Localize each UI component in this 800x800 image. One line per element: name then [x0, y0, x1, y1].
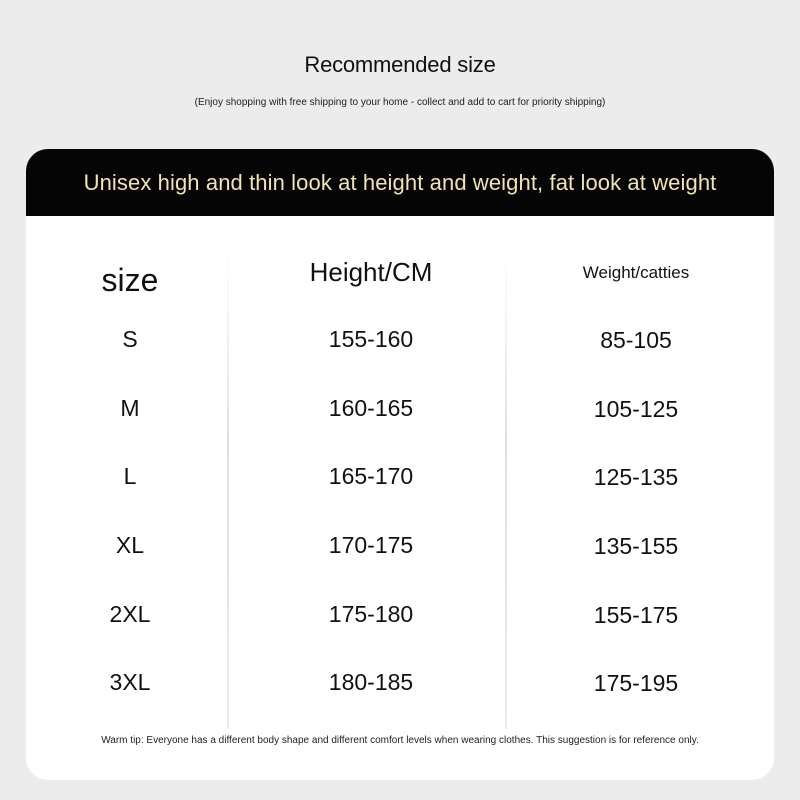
warm-tip: Warm tip: Everyone has a different body shape and different comfort levels when wearing clothes. This suggestion is for reference only. — [101, 735, 699, 746]
weight-cell: 105-125 — [593, 396, 679, 422]
height-cell: 175-180 — [328, 601, 414, 627]
weight-cell: 135-155 — [593, 533, 679, 559]
header-weight: Weight/catties — [582, 263, 690, 282]
size-cell: 2XL — [109, 601, 151, 627]
header-size: size — [101, 262, 159, 298]
height-cell: 170-175 — [328, 532, 414, 558]
header-height: Height/CM — [309, 257, 433, 287]
banner-text: Unisex high and thin look at height and weight, fat look at weight — [83, 169, 717, 195]
column-divider-left — [227, 249, 229, 729]
weight-cell: 175-195 — [593, 670, 679, 696]
size-cell: S — [122, 326, 138, 352]
weight-cell: 125-135 — [593, 464, 679, 490]
page-subtitle: (Enjoy shopping with free shipping to your home - collect and add to cart for priority shipping) — [194, 97, 606, 108]
size-cell: XL — [115, 532, 145, 558]
size-cell: 3XL — [109, 669, 151, 695]
column-divider-right — [505, 249, 507, 729]
height-cell: 180-185 — [328, 669, 414, 695]
height-cell: 165-170 — [328, 463, 414, 489]
weight-cell: 155-175 — [593, 602, 679, 628]
height-cell: 155-160 — [328, 326, 414, 352]
weight-cell: 85-105 — [600, 327, 672, 353]
height-cell: 160-165 — [328, 395, 414, 421]
size-cell: M — [120, 395, 140, 421]
size-cell: L — [123, 463, 137, 489]
page-title: Recommended size — [304, 52, 496, 77]
banner — [26, 149, 774, 216]
size-chart-card — [26, 149, 774, 780]
